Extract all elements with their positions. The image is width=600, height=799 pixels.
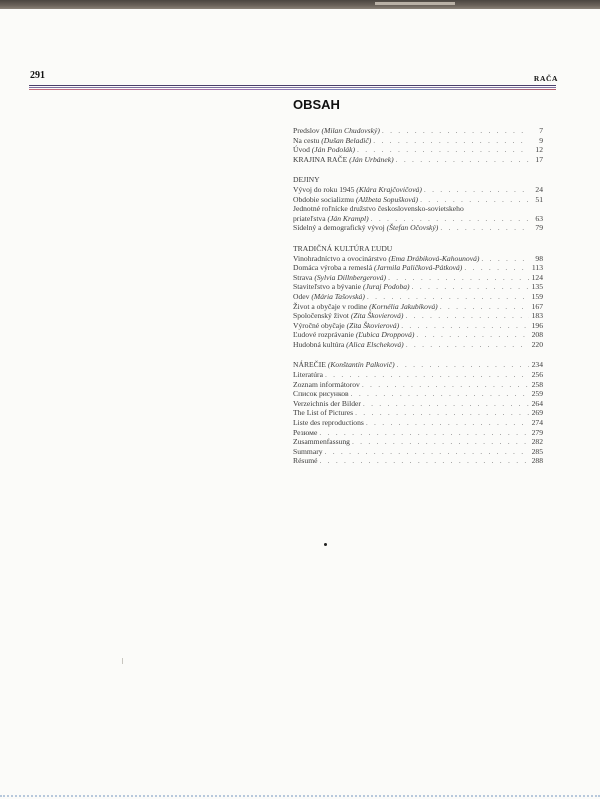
toc-entry[interactable] [293, 263, 543, 273]
dot-leader [363, 399, 529, 409]
toc-entry-page: 264 [531, 398, 543, 408]
toc-entry[interactable] [293, 136, 543, 146]
toc-section-title: TRADIČNÁ KULTÚRA ĽUDU [293, 243, 393, 253]
toc-entry-title: Obdobie socializmu [293, 194, 354, 204]
dot-leader [420, 195, 529, 205]
toc-entry-page: 159 [531, 291, 543, 301]
toc-entry-page: 234 [531, 360, 543, 370]
dot-leader [406, 340, 529, 350]
toc-entry-title-wrap [293, 428, 317, 438]
toc-entry-title: Život a obyčaje v rodine [293, 301, 368, 311]
dot-leader [464, 263, 529, 273]
toc-section [293, 175, 543, 233]
dot-leader [397, 360, 529, 370]
toc-entry-page: 183 [531, 311, 543, 321]
dot-leader [401, 321, 529, 331]
toc-entry-title: Verzeichnis der Bilder [293, 398, 361, 408]
toc-entry-author: (Dušan Beladič) [321, 135, 372, 145]
toc-entry-page: 12 [535, 145, 543, 155]
header-rule [29, 85, 556, 86]
toc-entry-title-wrap [293, 340, 404, 350]
dot-leader [382, 126, 529, 136]
toc-entry-title: Domáca výroba a remeslá [293, 263, 373, 273]
toc-entry-author: (Juraj Podoba) [362, 282, 410, 292]
toc-entry-title-wrap [293, 370, 323, 380]
toc-entry[interactable] [293, 340, 543, 350]
dot-leader [481, 254, 529, 264]
dot-leader [440, 223, 529, 233]
toc-entry-title: Literatúra [293, 370, 323, 380]
toc-entry-page: 124 [531, 272, 543, 282]
dot-leader [440, 302, 529, 312]
toc-entry-page: 24 [535, 184, 543, 194]
toc-entry-title: Ľudové rozprávanie [293, 330, 354, 340]
toc-entry-title: Spoločenský život [293, 311, 349, 321]
toc-entry[interactable] [293, 370, 543, 380]
dot-leader [352, 437, 529, 447]
toc-entry[interactable] [293, 223, 543, 233]
toc-entry-page: 288 [531, 456, 543, 466]
dot-leader [325, 447, 529, 457]
toc-entry-page: 79 [535, 223, 543, 233]
toc-entry[interactable] [293, 204, 543, 214]
toc-entry-author: (Alica Elscheková) [346, 339, 404, 349]
toc-entry-title: Zoznam informátorov [293, 379, 360, 389]
toc-entry-title-wrap [293, 126, 380, 136]
toc-entry-page: 274 [531, 418, 543, 428]
toc-entry-page: 63 [535, 213, 543, 223]
dot-leader [396, 155, 529, 165]
scan-top-edge-highlight [375, 2, 455, 5]
toc-entry[interactable] [293, 399, 543, 409]
toc-heading: OBSAH [293, 97, 340, 112]
toc-entry-author: (Zita Škovierová) [350, 311, 404, 321]
toc-entry-title: Vinohradníctvo a ovocinárstvo [293, 253, 387, 263]
toc-entry-title: Résumé [293, 456, 318, 466]
toc-entry-title-wrap [293, 273, 386, 283]
header-rule-colored [29, 89, 556, 90]
toc-entry[interactable] [293, 389, 543, 399]
dot-leader [351, 389, 529, 399]
toc-entry-title-wrap [293, 437, 350, 447]
toc-entry-page: 51 [535, 194, 543, 204]
toc-entry-title-wrap [293, 302, 438, 312]
toc-entry-page: 9 [539, 135, 543, 145]
dot-leader [325, 370, 529, 380]
toc-entry-author: (Klára Krajčovičová) [356, 184, 422, 194]
toc-section-title: DEJINY [293, 175, 320, 185]
toc-entry-title: Úvod [293, 145, 310, 155]
toc-entry[interactable] [293, 126, 543, 136]
table-of-contents [293, 126, 543, 477]
toc-entry-title-wrap [293, 380, 360, 390]
toc-entry-title-wrap [293, 418, 364, 428]
toc-entry[interactable] [293, 155, 543, 165]
toc-entry-title: KRAJINA RAČE [293, 154, 348, 164]
toc-entry[interactable] [293, 380, 543, 390]
toc-entry-title: Odev [293, 291, 310, 301]
toc-entry-title-wrap [293, 456, 317, 466]
dot-leader [416, 330, 529, 340]
toc-entry-title: Vývoj do roku 1945 [293, 184, 355, 194]
toc-entry[interactable] [293, 330, 543, 340]
toc-entry-title: NÁREČIE [293, 360, 326, 370]
toc-entry-author: (Ján Krampl) [327, 213, 369, 223]
toc-entry-title-wrap [293, 311, 403, 321]
toc-entry-title-wrap [293, 282, 410, 292]
toc-entry-title: Predslov [293, 126, 320, 135]
dot-leader [388, 273, 529, 283]
toc-entry-title-wrap [293, 447, 323, 457]
toc-entry-page: 256 [531, 370, 543, 380]
toc-entry-author: (Kornélia Jakubíková) [369, 301, 438, 311]
toc-entry-title-wrap [293, 263, 462, 273]
toc-entry-page: 285 [531, 446, 543, 456]
toc-entry[interactable] [293, 185, 543, 195]
toc-entry-page: 220 [531, 339, 543, 349]
toc-entry-title-wrap [293, 136, 371, 146]
scan-top-edge [0, 0, 600, 9]
toc-entry-author: (Sylvia Dillnbergerová) [314, 272, 387, 282]
toc-entry-title: Zusammenfassung [293, 437, 350, 447]
toc-entry-title-wrap [293, 145, 355, 155]
toc-entry-title-wrap [293, 155, 394, 165]
toc-entry-page: 98 [535, 253, 543, 263]
toc-entry-page: 259 [531, 389, 543, 399]
dot-leader [366, 418, 529, 428]
toc-section [293, 126, 543, 164]
toc-entry-page: 279 [531, 427, 543, 437]
toc-entry-title: The List of Pictures [293, 408, 354, 418]
dot-leader [362, 380, 529, 390]
toc-entry-author: (Ema Drábiková-Kahounová) [388, 253, 480, 263]
header-rule [29, 87, 556, 88]
toc-entry[interactable] [293, 418, 543, 428]
toc-entry[interactable] [293, 292, 543, 302]
toc-entry-author: (Ján Podolák) [311, 145, 356, 155]
toc-entry-title: Strava [293, 272, 313, 282]
toc-entry[interactable] [293, 282, 543, 292]
toc-entry-author: (Ľubica Droppová) [355, 330, 415, 340]
toc-entry[interactable] [293, 273, 543, 283]
toc-entry-author: (Konštantín Palkovič) [327, 360, 395, 370]
page-number: 291 [30, 70, 45, 81]
toc-entry[interactable] [293, 321, 543, 331]
toc-entry-title: Hudobná kultúra [293, 339, 345, 349]
toc-entry-title-wrap [293, 399, 361, 409]
toc-entry[interactable] [293, 302, 543, 312]
toc-entry-title: Summary [293, 446, 323, 456]
toc-entry-page: 208 [531, 330, 543, 340]
toc-entry-title-wrap [293, 254, 479, 264]
toc-entry[interactable] [293, 254, 543, 264]
toc-entry[interactable] [293, 408, 543, 418]
toc-entry-title: Liste des reproductions [293, 418, 364, 428]
toc-entry-title: Список рисунков [293, 389, 349, 399]
toc-entry-title-wrap [293, 214, 369, 224]
toc-entry-title-wrap [293, 195, 418, 205]
toc-entry[interactable] [293, 145, 543, 155]
toc-entry[interactable] [293, 447, 543, 457]
dot-leader [355, 408, 529, 418]
dot-leader [373, 136, 529, 146]
toc-entry-page: 135 [531, 282, 543, 292]
toc-entry-page: 7 [539, 126, 543, 135]
toc-entry-author: (Milan Chudovský) [321, 126, 380, 135]
toc-entry[interactable] [293, 214, 543, 224]
toc-entry-title-wrap [293, 389, 349, 399]
toc-entry-title-wrap [293, 360, 395, 370]
toc-entry-page: 282 [531, 437, 543, 447]
dot-leader [367, 292, 529, 302]
scan-bottom-edge [0, 795, 600, 797]
toc-entry-page: 258 [531, 379, 543, 389]
dot-leader [357, 145, 529, 155]
toc-entry-title: Jednotné roľnícke družstvo československo-sovietskeho [293, 204, 464, 214]
toc-entry-author: (Mária Tašovská) [311, 291, 365, 301]
toc-entry-page: 113 [531, 263, 543, 273]
toc-entry[interactable] [293, 311, 543, 321]
dot-leader [371, 214, 529, 224]
toc-entry[interactable] [293, 437, 543, 447]
toc-entry-title-wrap [293, 321, 399, 331]
toc-entry[interactable] [293, 195, 543, 205]
toc-entry-page: 269 [531, 408, 543, 418]
print-dot [324, 543, 327, 546]
toc-entry-title: Sídelný a demografický vývoj [293, 223, 385, 233]
toc-entry-title-wrap [293, 223, 438, 233]
running-title: RAČA [533, 74, 558, 83]
toc-entry[interactable] [293, 456, 543, 466]
dot-leader [424, 185, 529, 195]
toc-entry-title: Výročné obyčaje [293, 320, 345, 330]
toc-entry-page: 17 [535, 154, 543, 164]
scan-speck [122, 658, 123, 664]
toc-entry-title: Резюме [293, 427, 318, 437]
dot-leader [405, 311, 529, 321]
toc-entry-title: Staviteľstvo a bývanie [293, 282, 362, 292]
toc-section [293, 360, 543, 466]
toc-entry-title: Na cestu [293, 135, 320, 145]
toc-entry-title: priateľstva [293, 213, 326, 223]
toc-entry-page: 196 [531, 320, 543, 330]
toc-entry-author: (Ján Urbánek) [349, 154, 394, 164]
toc-entry-title-wrap [293, 292, 365, 302]
toc-entry-page: 167 [531, 301, 543, 311]
toc-section [293, 244, 543, 350]
toc-entry[interactable] [293, 360, 543, 370]
toc-entry[interactable] [293, 428, 543, 438]
toc-entry-title-wrap [293, 330, 414, 340]
toc-entry-author: (Štefan Očovský) [386, 223, 439, 233]
dot-leader [319, 428, 529, 438]
toc-entry-title-wrap [293, 185, 422, 195]
dot-leader [412, 282, 529, 292]
dot-leader [319, 456, 529, 466]
toc-entry-author: (Jarmila Paličková-Pátková) [373, 263, 463, 273]
toc-entry-author: (Alžbeta Sopušková) [355, 194, 419, 204]
toc-entry-title-wrap [293, 408, 353, 418]
toc-entry-author: (Zita Škovierová) [346, 320, 400, 330]
